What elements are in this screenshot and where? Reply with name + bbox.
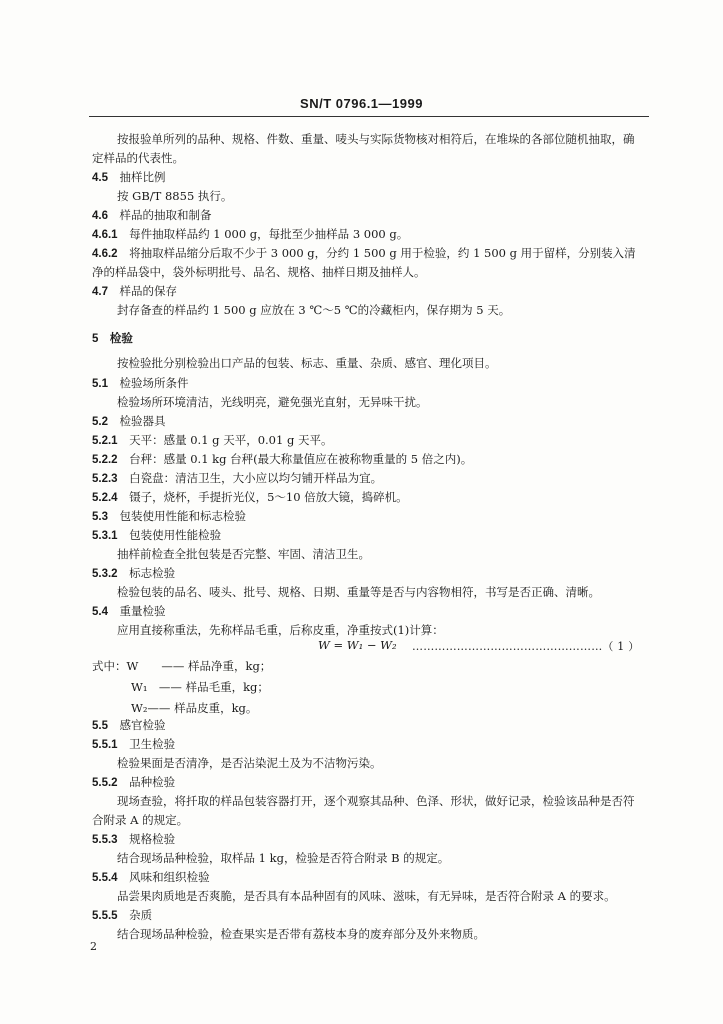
paragraph-line	[117, 547, 370, 562]
paragraph-line	[92, 659, 271, 674]
clause-text: 样品的保存	[119, 284, 177, 298]
clause-text: 天平：感量 0.1 g 天平，0.01 g 天平。	[129, 433, 333, 447]
paragraph-line	[117, 927, 485, 942]
clause-text: 包装使用性能和标志检验	[119, 509, 246, 523]
clause-number: 4.7	[92, 286, 108, 298]
paragraph-line	[117, 889, 616, 904]
clause-number: 5.5	[92, 720, 108, 732]
clause-text: 合附录 A 的规定。	[92, 813, 189, 827]
paragraph-line	[117, 585, 600, 600]
section-heading-line	[92, 376, 189, 392]
clause-text: 规格检验	[129, 832, 176, 846]
clause-number: 4.5	[92, 172, 108, 184]
clause-text: 每件抽取样品约 1 000 g，每批至少抽样品 3 000 g。	[129, 227, 409, 241]
clause-text: 抽样比例	[119, 170, 166, 184]
section-heading-line	[92, 246, 636, 262]
section-heading-line	[92, 170, 166, 186]
section-heading-line	[92, 737, 175, 753]
clause-number: 5.2.2	[92, 454, 118, 466]
clause-number: 5.5.1	[92, 739, 118, 751]
clause-text: 按 GB/T 8855 执行。	[117, 189, 233, 203]
clause-number: 5.2.3	[92, 473, 118, 485]
clause-text: 品尝果肉质地是否爽脆，是否具有本品种固有的风味、滋味，有无异味，是否符合附录 A 的要求。	[117, 889, 616, 903]
clause-text: 镊子，烧杯，手提折光仪，5～10 倍放大镜，捣碎机。	[129, 490, 408, 504]
section-heading-line	[92, 433, 332, 449]
clause-text: 样品的抽取和制备	[119, 208, 212, 222]
clause-number: 5.2.1	[92, 435, 118, 447]
clause-text: 检验	[109, 331, 133, 345]
clause-text: 净的样品袋中，袋外标明批号、品名、规格、抽样日期及抽样人。	[92, 265, 426, 279]
paragraph-line	[131, 701, 257, 716]
paragraph-line	[117, 132, 635, 147]
equation-number: ……………………………………………（ 1 ）	[412, 640, 640, 653]
page-number: 2	[90, 940, 97, 953]
clause-number: 5.2	[92, 416, 108, 428]
section-heading-line	[92, 509, 246, 525]
clause-number: 5.5.2	[92, 777, 118, 789]
clause-text: W₂—— 样品皮重，kg。	[131, 701, 258, 715]
clause-text: 检验果面是否清净，是否沾染泥土及为不洁物污染。	[117, 756, 382, 770]
paragraph-line	[117, 356, 497, 371]
section-heading-line	[92, 908, 152, 924]
section-heading-line	[92, 284, 177, 300]
clause-text: 将抽取样品缩分后取不少于 3 000 g，分约 1 500 g 用于检验，约 1 500 g 用于留样，分别装入清	[129, 246, 636, 260]
paragraph-line	[117, 851, 449, 866]
clause-text: 杂质	[129, 908, 153, 922]
clause-number: 5.4	[92, 606, 108, 618]
section-heading-line	[92, 452, 472, 468]
paragraph-line	[131, 680, 269, 695]
clause-text: 卫生检验	[129, 737, 176, 751]
clause-number: 5.1	[92, 378, 108, 390]
paragraph-line	[92, 151, 184, 166]
clause-text: W₁ —— 样品毛重，kg；	[131, 680, 269, 694]
paragraph-line	[117, 794, 635, 809]
clause-text: 现场查验，将扦取的样品包装容器打开，逐个观察其品种、色泽、形状，做好记录，检验该品种是否符	[117, 794, 635, 808]
section-heading-line	[92, 566, 175, 582]
clause-text: 检验场所条件	[119, 376, 189, 390]
section-heading-line	[92, 775, 175, 791]
section-heading-line	[92, 414, 166, 430]
section-heading-line	[92, 471, 382, 487]
clause-text: 式中：W —— 样品净重，kg；	[92, 659, 272, 673]
clause-number: 5.3.2	[92, 568, 118, 580]
section-heading-line	[92, 870, 210, 886]
clause-text: 检验器具	[119, 414, 166, 428]
clause-text: 结合现场品种检验，检查果实是否带有荔枝本身的废弃部分及外来物质。	[117, 927, 485, 941]
clause-text: 应用直接称重法，先称样品毛重，后称皮重，净重按式(1)计算：	[117, 623, 444, 637]
clause-text: 检验包装的品名、唛头、批号、规格、日期、重量等是否与内容物相符，书写是否正确、清晰。	[117, 585, 600, 599]
paragraph-line	[92, 265, 426, 280]
paragraph-line	[117, 623, 444, 638]
clause-number: 5.5.3	[92, 834, 118, 846]
clause-text: 检验场所环境清洁，光线明亮，避免强光直射，无异味干扰。	[117, 395, 428, 409]
net-weight-equation: W = W₁ − W₂	[318, 638, 397, 652]
header-rule	[89, 116, 649, 117]
section-heading-line	[92, 832, 175, 848]
paragraph-line	[117, 303, 510, 318]
clause-number: 5.3	[92, 511, 108, 523]
clause-number: 5	[92, 333, 99, 345]
clause-text: 标志检验	[129, 566, 176, 580]
clause-text: 结合现场品种检验，取样品 1 kg，检验是否符合附录 B 的规定。	[117, 851, 450, 865]
clause-text: 感官检验	[119, 718, 166, 732]
clause-text: 包装使用性能检验	[129, 528, 222, 542]
section-heading-line	[92, 208, 212, 224]
section-heading-line	[92, 718, 166, 734]
clause-text: 封存备查的样品约 1 500 g 应放在 3 ℃～5 ℃的冷藏柜内，保存期为 5 天。	[117, 303, 511, 317]
section-heading-line	[92, 490, 408, 506]
clause-number: 5.3.1	[92, 530, 118, 542]
clause-text: 按检验批分别检验出口产品的包装、标志、重量、杂质、感官、理化项目。	[117, 356, 497, 370]
clause-number: 4.6.1	[92, 229, 118, 241]
clause-number: 5.5.4	[92, 872, 118, 884]
clause-number: 4.6	[92, 210, 108, 222]
clause-text: 抽样前检查全批包装是否完整、牢固、清洁卫生。	[117, 547, 370, 561]
section-heading-line	[92, 604, 166, 620]
section-heading-line	[92, 227, 408, 243]
clause-text: 白瓷盘：清洁卫生，大小应以均匀铺开样品为宜。	[129, 471, 383, 485]
clause-number: 4.6.2	[92, 248, 118, 260]
clause-text: 品种检验	[129, 775, 176, 789]
section-heading-line	[92, 331, 133, 347]
clause-text: 定样品的代表性。	[92, 151, 184, 165]
paragraph-line	[117, 756, 382, 771]
clause-text: 风味和组织检验	[129, 870, 210, 884]
standard-code-header: SN/T 0796.1—1999	[300, 96, 423, 111]
paragraph-line	[92, 813, 188, 828]
paragraph-line	[117, 189, 232, 204]
clause-text: 台秤：感量 0.1 kg 台秤(最大称量值应在被称物重量的 5 倍之内)。	[129, 452, 473, 466]
clause-text: 按报验单所列的品种、规格、件数、重量、唛头与实际货物核对相符后，在堆垛的各部位随机抽取，确	[117, 132, 635, 146]
section-heading-line	[92, 528, 221, 544]
clause-number: 5.5.5	[92, 910, 118, 922]
clause-number: 5.2.4	[92, 492, 118, 504]
clause-text: 重量检验	[119, 604, 166, 618]
paragraph-line	[117, 395, 428, 410]
